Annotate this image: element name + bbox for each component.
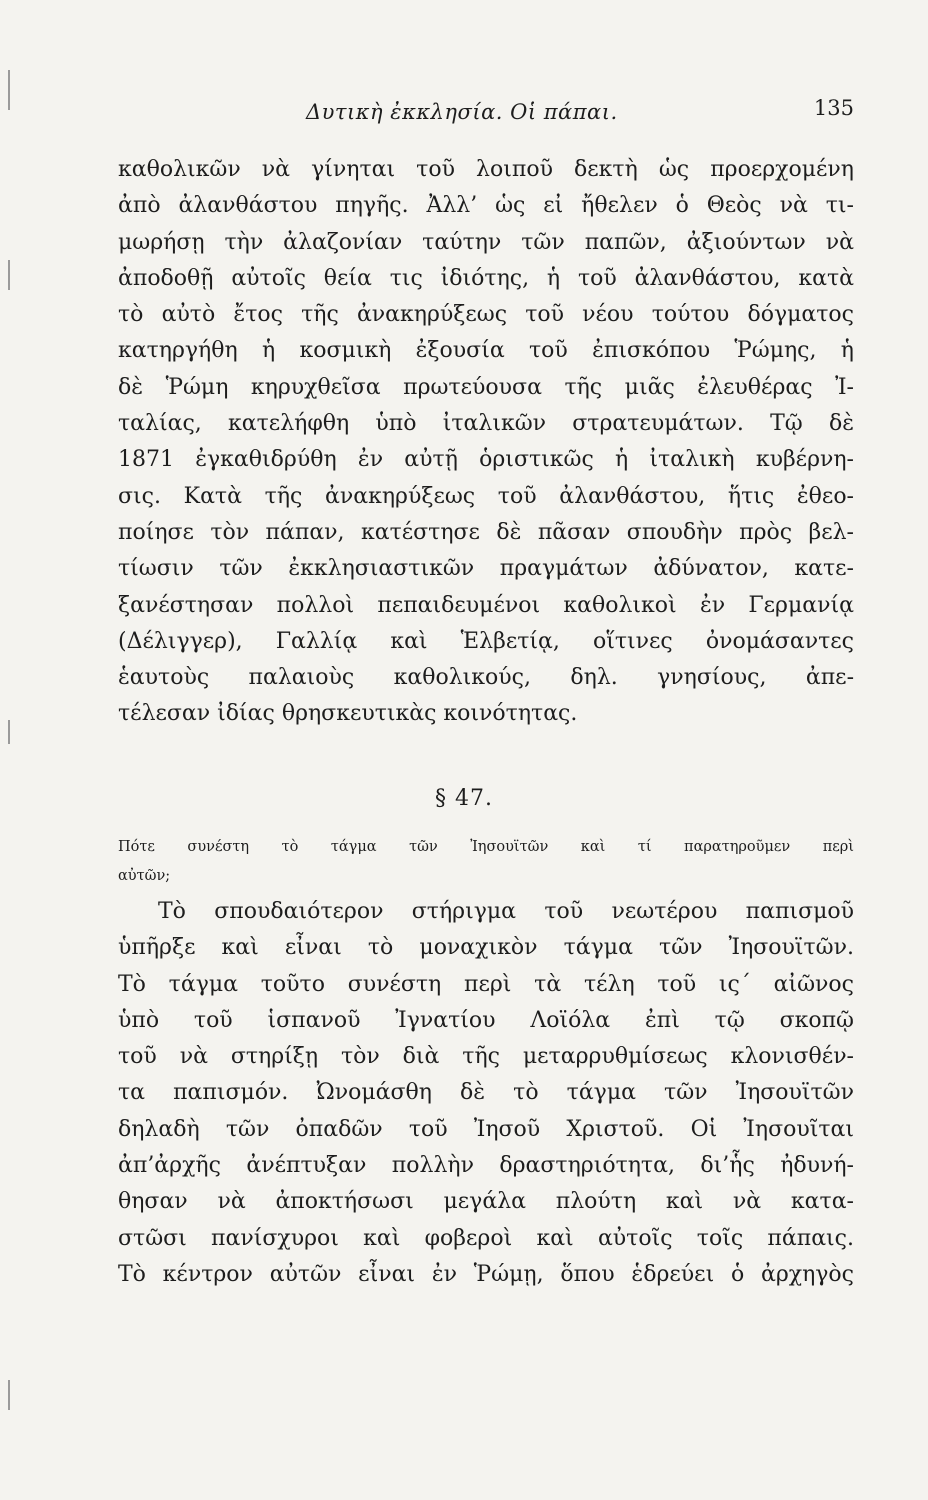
text-line: ἀπὸ ἀλανθάστου πηγῆς. Ἀλλ’ ὡς εἰ ἤθελεν ὁ Θεὸς νὰ τι- xyxy=(118,193,854,219)
text-line: κατηργήθη ἡ κοσμικὴ ἐξουσία τοῦ ἐπισκόπου Ῥώμης, ἡ xyxy=(118,338,854,364)
page-edge-mark xyxy=(8,720,10,744)
page-number: 135 xyxy=(813,96,854,120)
text-line: 1871 ἐγκαθιδρύθη ἐν αὐτῇ ὁριστικῶς ἡ ἰταλικὴ κυβέρνη- xyxy=(118,447,854,473)
text-line: Τὸ τάγμα τοῦτο συνέστη περὶ τὰ τέλη τοῦ ις´ αἰῶνος xyxy=(118,971,854,997)
text-line: μωρήσῃ τὴν ἀλαζονίαν ταύτην τῶν παπῶν, ἀξιούντων νὰ xyxy=(118,229,854,255)
text-line: Τὸ κέντρον αὐτῶν εἶναι ἐν Ῥώμῃ, ὅπου ἑδρεύει ὁ ἀρχηγὸς xyxy=(118,1261,854,1287)
paragraph-2 xyxy=(118,894,854,1293)
section-number: § 47. xyxy=(435,786,493,811)
text-line: (Δέλιγγερ), Γαλλίᾳ καὶ Ἑλβετίᾳ, οἵτινες ὀνομάσαντες xyxy=(118,628,854,654)
page-edge-mark xyxy=(8,260,10,290)
section-question xyxy=(118,833,854,891)
text-line: ταλίας, κατελήφθη ὑπὸ ἰταλικῶν στρατευμάτων. Τῷ δὲ xyxy=(118,411,854,437)
text-line: τοῦ νὰ στηρίξῃ τὸν διὰ τῆς μεταρρυθμίσεως κλονισθέν- xyxy=(118,1044,854,1070)
question-line: Πότε συνέστη τὸ τάγμα τῶν Ἰησουϊτῶν καὶ τί παρατηροῦμεν περὶ xyxy=(118,839,854,855)
text-line: τίωσιν τῶν ἐκκλησιαστικῶν πραγμάτων ἀδύνατον, κατε- xyxy=(118,556,854,582)
text-line: ποίησε τὸν πάπαν, κατέστησε δὲ πᾶσαν σπουδὴν πρὸς βελ- xyxy=(118,519,854,545)
text-line: ἀποδοθῇ αὐτοῖς θεία τις ἰδιότης, ἡ τοῦ ἀλανθάστου, κατὰ xyxy=(118,265,854,291)
text-line: σις. Κατὰ τῆς ἀνακηρύξεως τοῦ ἀλανθάστου, ἥτις ἐθεο- xyxy=(118,483,854,509)
text-line: τα παπισμόν. Ὠνομάσθη δὲ τὸ τάγμα τῶν Ἰησουϊτῶν xyxy=(118,1080,854,1106)
page-header xyxy=(118,96,854,134)
page-edge-mark xyxy=(8,1380,10,1410)
text-line: στῶσι πανίσχυροι καὶ φοβεροὶ καὶ αὐτοῖς τοῖς πάπαις. xyxy=(118,1225,854,1251)
text-line: καθολικῶν νὰ γίνηται τοῦ λοιποῦ δεκτὴ ὡς προερχομένη xyxy=(118,157,854,182)
text-line: τέλεσαν ἰδίας θρησκευτικὰς κοινότητας. xyxy=(118,701,578,727)
text-line: δὲ Ῥώμη κηρυχθεῖσα πρωτεύουσα τῆς μιᾶς ἐλευθέρας Ἰ- xyxy=(118,374,854,400)
text-line: ἀπ’ἀρχῆς ἀνέπτυξαν πολλὴν δραστηριότητα, δι’ἧς ἠδυνή- xyxy=(118,1153,854,1179)
text-line: θησαν νὰ ἀποκτήσωσι μεγάλα πλούτη καὶ νὰ κατα- xyxy=(118,1189,854,1215)
text-line: δηλαδὴ τῶν ὀπαδῶν τοῦ Ἰησοῦ Χριστοῦ. Οἱ Ἰησουῖται xyxy=(118,1116,854,1142)
text-line: ὑπῆρξε καὶ εἶναι τὸ μοναχικὸν τάγμα τῶν Ἰησουϊτῶν. xyxy=(118,935,854,961)
text-line: τὸ αὐτὸ ἔτος τῆς ἀνακηρύξεως τοῦ νέου τούτου δόγματος xyxy=(118,302,854,328)
text-line: ἑαυτοὺς παλαιοὺς καθολικούς, δηλ. γνησίους, ἀπε- xyxy=(118,665,854,691)
running-head: Δυτικὴ ἐκκλησία. Οἱ πάπαι. xyxy=(306,100,618,124)
paragraph-1 xyxy=(118,152,854,733)
text-line: ὑπὸ τοῦ ἱσπανοῦ Ἰγνατίου Λοϊόλα ἐπὶ τῷ σκοπῷ xyxy=(118,1007,854,1033)
question-line: αὐτῶν; xyxy=(118,868,171,884)
page-edge-mark xyxy=(8,70,10,110)
text-line: ξανέστησαν πολλοὶ πεπαιδευμένοι καθολικοὶ ἐν Γερμανίᾳ xyxy=(118,592,854,618)
text-line: Τὸ σπουδαιότερον στήριγμα τοῦ νεωτέρου παπισμοῦ xyxy=(158,899,854,924)
